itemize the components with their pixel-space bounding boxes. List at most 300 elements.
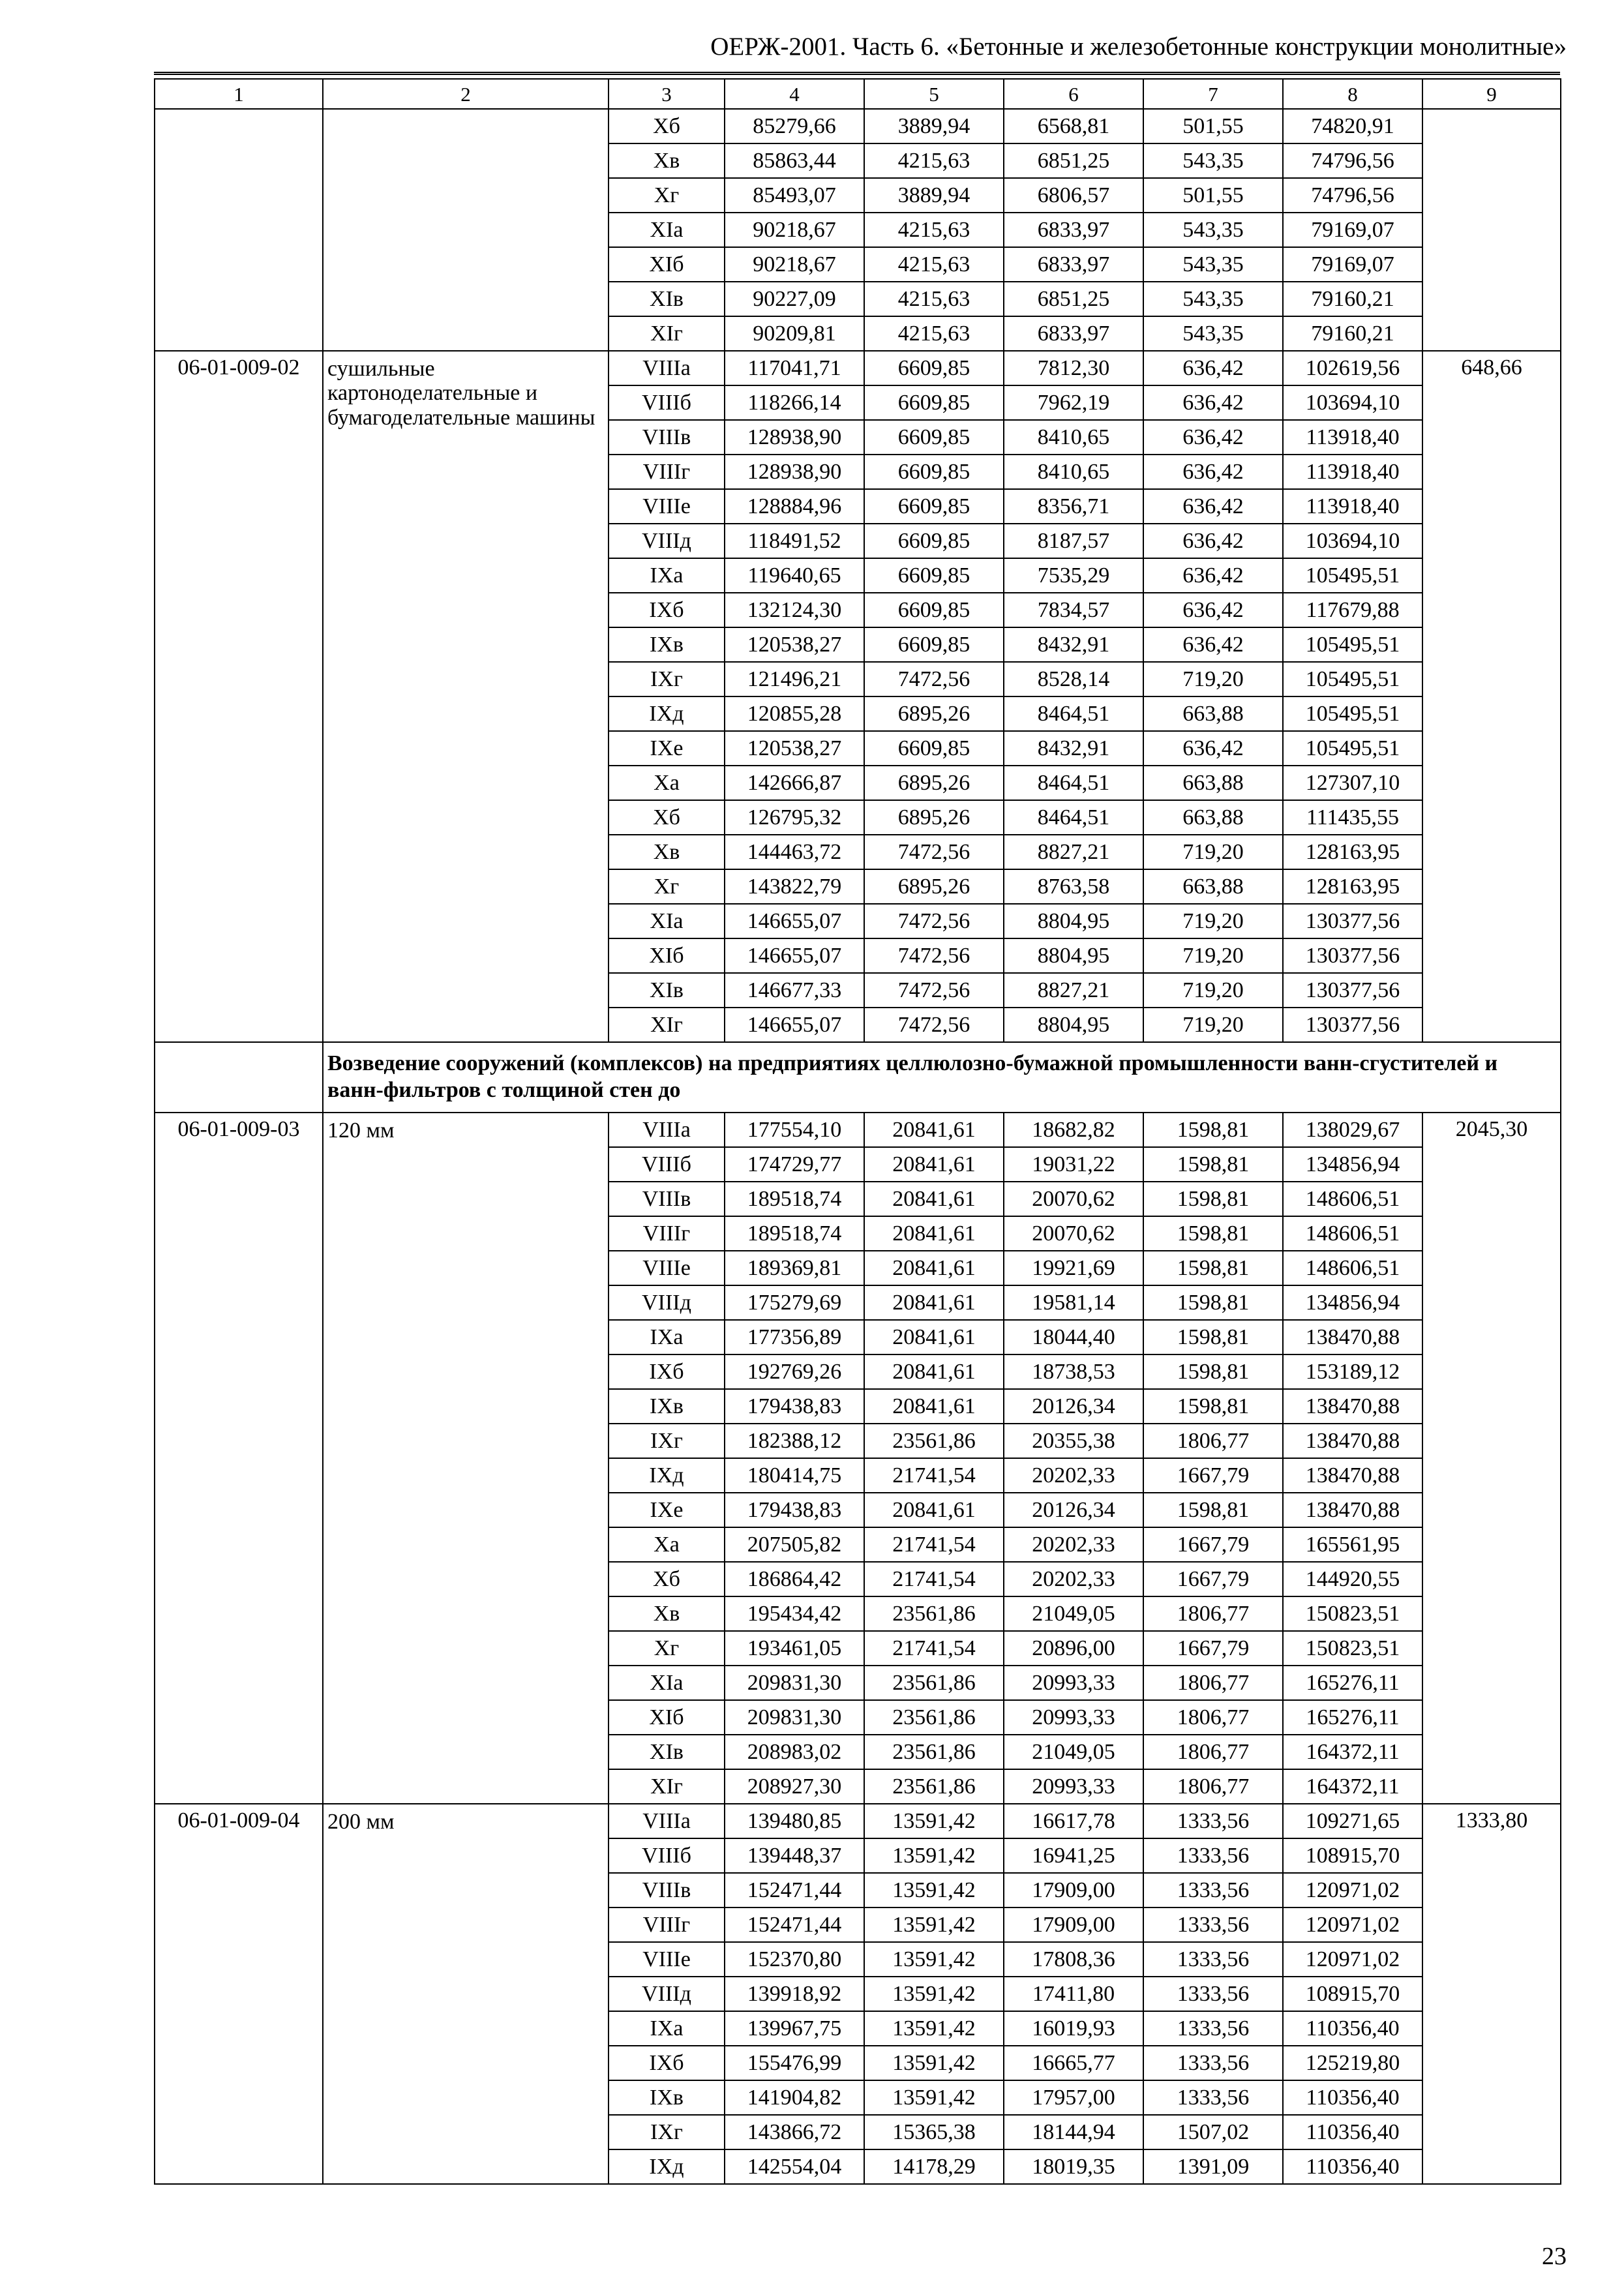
value-cell: 1806,77 xyxy=(1143,1735,1283,1769)
column-number-row xyxy=(155,79,1561,109)
value-cell: 8464,51 xyxy=(1004,800,1143,835)
value-cell: 7472,56 xyxy=(864,835,1004,869)
value-cell: 7535,29 xyxy=(1004,558,1143,593)
value-cell: 79160,21 xyxy=(1283,316,1422,351)
column-number: 3 xyxy=(609,79,725,109)
value-cell: 138470,88 xyxy=(1283,1458,1422,1493)
value-cell: 20841,61 xyxy=(864,1320,1004,1354)
value-cell: 120971,02 xyxy=(1283,1873,1422,1908)
value-cell: 209831,30 xyxy=(725,1666,864,1700)
zone-cell: Xа xyxy=(609,1527,725,1562)
zone-cell: VIIIв xyxy=(609,1182,725,1216)
zone-cell: Xв xyxy=(609,1596,725,1631)
value-cell: 23561,86 xyxy=(864,1596,1004,1631)
value-cell: 189518,74 xyxy=(725,1216,864,1251)
value-cell: 20841,61 xyxy=(864,1354,1004,1389)
zone-cell: XIг xyxy=(609,1008,725,1042)
value-cell: 8410,65 xyxy=(1004,455,1143,489)
value-cell: 126795,32 xyxy=(725,800,864,835)
value-cell: 1667,79 xyxy=(1143,1562,1283,1596)
value-cell: 120971,02 xyxy=(1283,1908,1422,1942)
value-cell: 85863,44 xyxy=(725,143,864,178)
page-header: ОЕРЖ-2001. Часть 6. «Бетонные и железобетонные конструкции монолитные» xyxy=(710,33,1567,61)
value-cell: 208983,02 xyxy=(725,1735,864,1769)
value-cell: 120971,02 xyxy=(1283,1942,1422,1977)
value-cell: 113918,40 xyxy=(1283,420,1422,455)
value-cell: 20202,33 xyxy=(1004,1562,1143,1596)
zone-cell: XIв xyxy=(609,973,725,1008)
value-cell: 3889,94 xyxy=(864,109,1004,143)
value-cell: 13591,42 xyxy=(864,1942,1004,1977)
value-cell: 74796,56 xyxy=(1283,178,1422,213)
zone-cell: VIIIг xyxy=(609,455,725,489)
value-cell: 20070,62 xyxy=(1004,1216,1143,1251)
column-number: 4 xyxy=(725,79,864,109)
value-cell: 20993,33 xyxy=(1004,1666,1143,1700)
value-cell: 1598,81 xyxy=(1143,1320,1283,1354)
value-cell: 4215,63 xyxy=(864,213,1004,247)
value-cell: 1667,79 xyxy=(1143,1527,1283,1562)
value-cell: 4215,63 xyxy=(864,247,1004,282)
value-cell: 90209,81 xyxy=(725,316,864,351)
value-cell: 636,42 xyxy=(1143,385,1283,420)
value-cell: 19581,14 xyxy=(1004,1285,1143,1320)
value-cell: 119640,65 xyxy=(725,558,864,593)
value-cell: 152471,44 xyxy=(725,1908,864,1942)
value-cell: 193461,05 xyxy=(725,1631,864,1666)
value-cell: 138470,88 xyxy=(1283,1493,1422,1527)
value-cell: 7812,30 xyxy=(1004,351,1143,385)
zone-cell: XIа xyxy=(609,1666,725,1700)
value-cell: 20202,33 xyxy=(1004,1527,1143,1562)
value-cell: 134856,94 xyxy=(1283,1147,1422,1182)
value-cell: 152471,44 xyxy=(725,1873,864,1908)
value-cell: 543,35 xyxy=(1143,247,1283,282)
value-cell: 8464,51 xyxy=(1004,696,1143,731)
value-cell: 20841,61 xyxy=(864,1251,1004,1285)
value-cell: 16665,77 xyxy=(1004,2046,1143,2080)
value-cell: 20841,61 xyxy=(864,1389,1004,1424)
zone-cell: Xа xyxy=(609,766,725,800)
value-cell: 128884,96 xyxy=(725,489,864,524)
zone-cell: IXв xyxy=(609,627,725,662)
value-cell: 17808,36 xyxy=(1004,1942,1143,1977)
rate-code: 06-01-009-02 xyxy=(155,351,323,1042)
value-cell: 79169,07 xyxy=(1283,213,1422,247)
value-cell: 139918,92 xyxy=(725,1977,864,2011)
value-cell: 1598,81 xyxy=(1143,1285,1283,1320)
value-cell: 636,42 xyxy=(1143,489,1283,524)
value-cell: 179438,83 xyxy=(725,1493,864,1527)
value-cell: 6895,26 xyxy=(864,696,1004,731)
value-cell: 4215,63 xyxy=(864,282,1004,316)
value-cell: 117041,71 xyxy=(725,351,864,385)
zone-cell: Xг xyxy=(609,178,725,213)
value-cell: 13591,42 xyxy=(864,2046,1004,2080)
value-cell: 543,35 xyxy=(1143,143,1283,178)
value-cell: 1333,56 xyxy=(1143,1873,1283,1908)
value-cell: 1598,81 xyxy=(1143,1147,1283,1182)
zone-cell: Xб xyxy=(609,1562,725,1596)
value-cell: 130377,56 xyxy=(1283,973,1422,1008)
rate-code: 06-01-009-04 xyxy=(155,1804,323,2184)
value-cell: 90227,09 xyxy=(725,282,864,316)
value-cell: 110356,40 xyxy=(1283,2080,1422,2115)
table-row xyxy=(155,351,1561,385)
value-cell: 130377,56 xyxy=(1283,1008,1422,1042)
work-description: сушильные картоноделательные и бумагоделательные машины xyxy=(323,351,609,1042)
rates-table xyxy=(154,78,1561,2185)
value-cell: 1598,81 xyxy=(1143,1182,1283,1216)
column-number: 6 xyxy=(1004,79,1143,109)
value-cell: 13591,42 xyxy=(864,1908,1004,1942)
value-cell: 1806,77 xyxy=(1143,1424,1283,1458)
zone-cell: IXг xyxy=(609,662,725,696)
value-cell: 21741,54 xyxy=(864,1631,1004,1666)
value-cell: 663,88 xyxy=(1143,869,1283,904)
value-cell: 174729,77 xyxy=(725,1147,864,1182)
value-cell: 18682,82 xyxy=(1004,1113,1143,1147)
value-cell: 6833,97 xyxy=(1004,316,1143,351)
value-cell: 13591,42 xyxy=(864,2011,1004,2046)
value-cell: 128163,95 xyxy=(1283,869,1422,904)
value-cell: 3889,94 xyxy=(864,178,1004,213)
value-cell: 141904,82 xyxy=(725,2080,864,2115)
zone-cell: XIб xyxy=(609,938,725,973)
value-cell: 1333,56 xyxy=(1143,2011,1283,2046)
value-cell: 1598,81 xyxy=(1143,1113,1283,1147)
value-cell: 1333,56 xyxy=(1143,1908,1283,1942)
value-cell: 150823,51 xyxy=(1283,1631,1422,1666)
column-number: 9 xyxy=(1422,79,1561,109)
value-cell: 20070,62 xyxy=(1004,1182,1143,1216)
zone-cell: VIIIд xyxy=(609,1977,725,2011)
value-cell: 79160,21 xyxy=(1283,282,1422,316)
table-row xyxy=(155,109,1561,143)
value-cell: 128163,95 xyxy=(1283,835,1422,869)
value-cell: 146655,07 xyxy=(725,904,864,938)
value-cell: 20841,61 xyxy=(864,1216,1004,1251)
zone-cell: Xг xyxy=(609,1631,725,1666)
value-cell: 663,88 xyxy=(1143,766,1283,800)
value-cell: 195434,42 xyxy=(725,1596,864,1631)
zone-cell: VIIIа xyxy=(609,1113,725,1147)
value-cell: 8410,65 xyxy=(1004,420,1143,455)
value-cell: 118266,14 xyxy=(725,385,864,420)
column-number: 2 xyxy=(323,79,609,109)
column-number: 8 xyxy=(1283,79,1422,109)
value-cell: 108915,70 xyxy=(1283,1838,1422,1873)
value-cell: 8432,91 xyxy=(1004,627,1143,662)
value-cell: 1333,56 xyxy=(1143,1804,1283,1838)
value-cell: 20841,61 xyxy=(864,1113,1004,1147)
zone-cell: XIб xyxy=(609,247,725,282)
col9-value: 2045,30 xyxy=(1422,1113,1561,1804)
col9-value xyxy=(1422,109,1561,351)
value-cell: 130377,56 xyxy=(1283,904,1422,938)
value-cell: 18738,53 xyxy=(1004,1354,1143,1389)
value-cell: 105495,51 xyxy=(1283,662,1422,696)
value-cell: 144463,72 xyxy=(725,835,864,869)
value-cell: 719,20 xyxy=(1143,1008,1283,1042)
value-cell: 20993,33 xyxy=(1004,1769,1143,1804)
section-heading: Возведение сооружений (комплексов) на предприятиях целлюлозно-бумажной промышленности ванн-сгустителей и ванн-фильтров с толщиной стен до xyxy=(323,1042,1561,1113)
value-cell: 1806,77 xyxy=(1143,1769,1283,1804)
value-cell: 146655,07 xyxy=(725,1008,864,1042)
zone-cell: XIв xyxy=(609,282,725,316)
zone-cell: VIIIе xyxy=(609,1251,725,1285)
value-cell: 501,55 xyxy=(1143,178,1283,213)
value-cell: 120538,27 xyxy=(725,731,864,766)
value-cell: 177554,10 xyxy=(725,1113,864,1147)
value-cell: 20841,61 xyxy=(864,1147,1004,1182)
value-cell: 20896,00 xyxy=(1004,1631,1143,1666)
value-cell: 16617,78 xyxy=(1004,1804,1143,1838)
work-description xyxy=(323,109,609,351)
zone-cell: XIг xyxy=(609,1769,725,1804)
value-cell: 17909,00 xyxy=(1004,1908,1143,1942)
value-cell: 23561,86 xyxy=(864,1700,1004,1735)
value-cell: 132124,30 xyxy=(725,593,864,627)
value-cell: 148606,51 xyxy=(1283,1251,1422,1285)
zone-cell: XIв xyxy=(609,1735,725,1769)
value-cell: 21741,54 xyxy=(864,1527,1004,1562)
zone-cell: VIIIд xyxy=(609,524,725,558)
column-number: 7 xyxy=(1143,79,1283,109)
zone-cell: IXг xyxy=(609,1424,725,1458)
value-cell: 543,35 xyxy=(1143,316,1283,351)
zone-cell: VIIIг xyxy=(609,1908,725,1942)
value-cell: 146655,07 xyxy=(725,938,864,973)
value-cell: 14178,29 xyxy=(864,2149,1004,2184)
value-cell: 164372,11 xyxy=(1283,1769,1422,1804)
zone-cell: IXб xyxy=(609,593,725,627)
value-cell: 120855,28 xyxy=(725,696,864,731)
value-cell: 179438,83 xyxy=(725,1389,864,1424)
value-cell: 20126,34 xyxy=(1004,1389,1143,1424)
zone-cell: VIIIа xyxy=(609,1804,725,1838)
value-cell: 186864,42 xyxy=(725,1562,864,1596)
value-cell: 110356,40 xyxy=(1283,2115,1422,2149)
value-cell: 108915,70 xyxy=(1283,1977,1422,2011)
col9-value: 648,66 xyxy=(1422,351,1561,1042)
value-cell: 6609,85 xyxy=(864,524,1004,558)
zone-cell: Xв xyxy=(609,835,725,869)
value-cell: 79169,07 xyxy=(1283,247,1422,282)
value-cell: 719,20 xyxy=(1143,835,1283,869)
value-cell: 6609,85 xyxy=(864,351,1004,385)
value-cell: 13591,42 xyxy=(864,1804,1004,1838)
work-description: 200 мм xyxy=(323,1804,609,2184)
zone-cell: XIа xyxy=(609,213,725,247)
value-cell: 125219,80 xyxy=(1283,2046,1422,2080)
value-cell: 636,42 xyxy=(1143,455,1283,489)
value-cell: 117679,88 xyxy=(1283,593,1422,627)
value-cell: 105495,51 xyxy=(1283,731,1422,766)
zone-cell: Xб xyxy=(609,800,725,835)
value-cell: 1507,02 xyxy=(1143,2115,1283,2149)
value-cell: 138470,88 xyxy=(1283,1389,1422,1424)
value-cell: 148606,51 xyxy=(1283,1216,1422,1251)
zone-cell: VIIIг xyxy=(609,1216,725,1251)
value-cell: 134856,94 xyxy=(1283,1285,1422,1320)
value-cell: 17411,80 xyxy=(1004,1977,1143,2011)
value-cell: 6806,57 xyxy=(1004,178,1143,213)
value-cell: 6609,85 xyxy=(864,731,1004,766)
work-description: 120 мм xyxy=(323,1113,609,1804)
value-cell: 138029,67 xyxy=(1283,1113,1422,1147)
value-cell: 21741,54 xyxy=(864,1562,1004,1596)
value-cell: 7472,56 xyxy=(864,973,1004,1008)
value-cell: 146677,33 xyxy=(725,973,864,1008)
value-cell: 155476,99 xyxy=(725,2046,864,2080)
value-cell: 8827,21 xyxy=(1004,835,1143,869)
value-cell: 6609,85 xyxy=(864,420,1004,455)
zone-cell: IXв xyxy=(609,1389,725,1424)
zone-cell: IXб xyxy=(609,1354,725,1389)
value-cell: 719,20 xyxy=(1143,904,1283,938)
value-cell: 1391,09 xyxy=(1143,2149,1283,2184)
value-cell: 182388,12 xyxy=(725,1424,864,1458)
value-cell: 85279,66 xyxy=(725,109,864,143)
value-cell: 189518,74 xyxy=(725,1182,864,1216)
value-cell: 1598,81 xyxy=(1143,1389,1283,1424)
zone-cell: IXд xyxy=(609,2149,725,2184)
value-cell: 501,55 xyxy=(1143,109,1283,143)
value-cell: 110356,40 xyxy=(1283,2149,1422,2184)
value-cell: 6609,85 xyxy=(864,385,1004,420)
value-cell: 1333,56 xyxy=(1143,2046,1283,2080)
value-cell: 663,88 xyxy=(1143,800,1283,835)
value-cell: 6609,85 xyxy=(864,455,1004,489)
value-cell: 19031,22 xyxy=(1004,1147,1143,1182)
zone-cell: VIIIв xyxy=(609,1873,725,1908)
value-cell: 6833,97 xyxy=(1004,247,1143,282)
value-cell: 1667,79 xyxy=(1143,1458,1283,1493)
value-cell: 109271,65 xyxy=(1283,1804,1422,1838)
value-cell: 8356,71 xyxy=(1004,489,1143,524)
value-cell: 103694,10 xyxy=(1283,385,1422,420)
zone-cell: IXа xyxy=(609,558,725,593)
value-cell: 20993,33 xyxy=(1004,1700,1143,1735)
value-cell: 143822,79 xyxy=(725,869,864,904)
value-cell: 102619,56 xyxy=(1283,351,1422,385)
value-cell: 719,20 xyxy=(1143,662,1283,696)
zone-cell: IXд xyxy=(609,696,725,731)
value-cell: 1598,81 xyxy=(1143,1493,1283,1527)
value-cell: 144920,55 xyxy=(1283,1562,1422,1596)
zone-cell: IXд xyxy=(609,1458,725,1493)
value-cell: 7472,56 xyxy=(864,1008,1004,1042)
table-row xyxy=(155,1113,1561,1147)
section-heading-row xyxy=(155,1042,1561,1113)
value-cell: 148606,51 xyxy=(1283,1182,1422,1216)
value-cell: 121496,21 xyxy=(725,662,864,696)
value-cell: 6609,85 xyxy=(864,593,1004,627)
value-cell: 13591,42 xyxy=(864,1838,1004,1873)
value-cell: 165276,11 xyxy=(1283,1666,1422,1700)
value-cell: 20126,34 xyxy=(1004,1493,1143,1527)
value-cell: 150823,51 xyxy=(1283,1596,1422,1631)
value-cell: 138470,88 xyxy=(1283,1320,1422,1354)
value-cell: 1333,56 xyxy=(1143,1977,1283,2011)
zone-cell: Xб xyxy=(609,109,725,143)
value-cell: 8763,58 xyxy=(1004,869,1143,904)
value-cell: 13591,42 xyxy=(864,1977,1004,2011)
zone-cell: VIIIе xyxy=(609,489,725,524)
value-cell: 6851,25 xyxy=(1004,143,1143,178)
zone-cell: IXб xyxy=(609,2046,725,2080)
value-cell: 1333,56 xyxy=(1143,1942,1283,1977)
value-cell: 1806,77 xyxy=(1143,1596,1283,1631)
value-cell: 636,42 xyxy=(1143,524,1283,558)
value-cell: 153189,12 xyxy=(1283,1354,1422,1389)
col9-value: 1333,80 xyxy=(1422,1804,1561,2184)
value-cell: 103694,10 xyxy=(1283,524,1422,558)
value-cell: 105495,51 xyxy=(1283,696,1422,731)
value-cell: 16019,93 xyxy=(1004,2011,1143,2046)
value-cell: 164372,11 xyxy=(1283,1735,1422,1769)
value-cell: 23561,86 xyxy=(864,1735,1004,1769)
zone-cell: IXв xyxy=(609,2080,725,2115)
value-cell: 6833,97 xyxy=(1004,213,1143,247)
value-cell: 636,42 xyxy=(1143,558,1283,593)
value-cell: 128938,90 xyxy=(725,455,864,489)
value-cell: 19921,69 xyxy=(1004,1251,1143,1285)
value-cell: 110356,40 xyxy=(1283,2011,1422,2046)
value-cell: 152370,80 xyxy=(725,1942,864,1977)
value-cell: 189369,81 xyxy=(725,1251,864,1285)
value-cell: 6851,25 xyxy=(1004,282,1143,316)
value-cell: 4215,63 xyxy=(864,316,1004,351)
zone-cell: VIIIб xyxy=(609,1838,725,1873)
value-cell: 6895,26 xyxy=(864,766,1004,800)
zone-cell: IXе xyxy=(609,1493,725,1527)
value-cell: 21049,05 xyxy=(1004,1735,1143,1769)
empty-cell xyxy=(155,1042,323,1113)
value-cell: 21741,54 xyxy=(864,1458,1004,1493)
value-cell: 85493,07 xyxy=(725,178,864,213)
value-cell: 142554,04 xyxy=(725,2149,864,2184)
value-cell: 8804,95 xyxy=(1004,904,1143,938)
value-cell: 105495,51 xyxy=(1283,627,1422,662)
value-cell: 7472,56 xyxy=(864,904,1004,938)
value-cell: 20841,61 xyxy=(864,1182,1004,1216)
zone-cell: IXа xyxy=(609,1320,725,1354)
zone-cell: XIб xyxy=(609,1700,725,1735)
value-cell: 74796,56 xyxy=(1283,143,1422,178)
value-cell: 4215,63 xyxy=(864,143,1004,178)
value-cell: 18044,40 xyxy=(1004,1320,1143,1354)
table-body xyxy=(155,109,1561,2184)
value-cell: 719,20 xyxy=(1143,973,1283,1008)
value-cell: 543,35 xyxy=(1143,213,1283,247)
value-cell: 1333,56 xyxy=(1143,2080,1283,2115)
value-cell: 6568,81 xyxy=(1004,109,1143,143)
table-row xyxy=(155,1804,1561,1838)
value-cell: 17957,00 xyxy=(1004,2080,1143,2115)
value-cell: 128938,90 xyxy=(725,420,864,455)
value-cell: 23561,86 xyxy=(864,1666,1004,1700)
value-cell: 7834,57 xyxy=(1004,593,1143,627)
value-cell: 6895,26 xyxy=(864,869,1004,904)
value-cell: 1806,77 xyxy=(1143,1666,1283,1700)
rate-code xyxy=(155,109,323,351)
value-cell: 13591,42 xyxy=(864,2080,1004,2115)
value-cell: 21049,05 xyxy=(1004,1596,1143,1631)
value-cell: 7472,56 xyxy=(864,938,1004,973)
value-cell: 719,20 xyxy=(1143,938,1283,973)
